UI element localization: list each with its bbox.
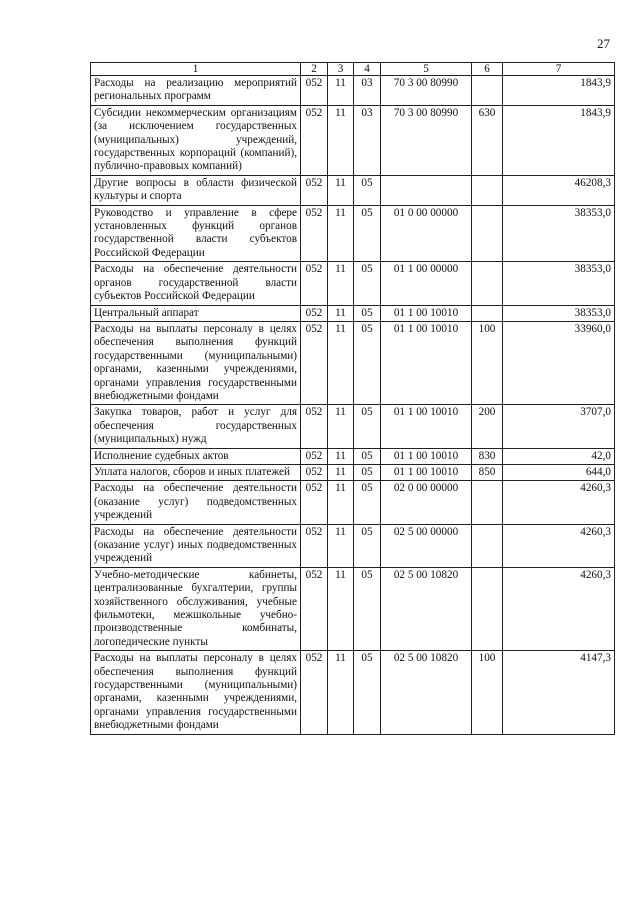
section-code-cell: 11 [328, 464, 354, 480]
column-header: 7 [503, 63, 615, 76]
target-article-cell: 02 5 00 00000 [381, 524, 472, 567]
row-name-cell: Другие вопросы в области физической культуры и спорта [91, 175, 301, 205]
table-row [91, 481, 615, 524]
amount-cell: 4260,3 [503, 481, 615, 524]
table-row [91, 305, 615, 321]
row-name-cell: Субсидии некоммерческим организациям (за исключением государственных (муниципальных) учреждений, государственных корпораций (компаний), публично-правовых компаний) [91, 105, 301, 175]
column-header: 4 [354, 63, 381, 76]
table-row [91, 321, 615, 404]
section-code-cell: 11 [328, 105, 354, 175]
amount-cell: 4260,3 [503, 524, 615, 567]
target-article-cell: 02 0 00 00000 [381, 481, 472, 524]
subsection-code-cell: 05 [354, 448, 381, 464]
expense-type-cell: 630 [472, 105, 503, 175]
amount-cell: 4147,3 [503, 651, 615, 734]
admin-code-cell: 052 [301, 175, 328, 205]
page-number: 27 [597, 36, 610, 51]
expense-type-cell: 200 [472, 405, 503, 448]
amount-cell: 38353,0 [503, 305, 615, 321]
table-row [91, 464, 615, 480]
admin-code-cell: 052 [301, 405, 328, 448]
row-name-cell: Исполнение судебных актов [91, 448, 301, 464]
section-code-cell: 11 [328, 448, 354, 464]
table-row [91, 76, 615, 106]
subsection-code-cell: 05 [354, 175, 381, 205]
row-name-cell: Руководство и управление в сфере установленных функций органов государственной власти субъектов Российской Федерации [91, 205, 301, 262]
expense-type-cell: 100 [472, 651, 503, 734]
column-header: 6 [472, 63, 503, 76]
admin-code-cell: 052 [301, 448, 328, 464]
table-body [91, 76, 615, 735]
subsection-code-cell: 05 [354, 305, 381, 321]
amount-cell: 38353,0 [503, 262, 615, 305]
amount-cell: 1843,9 [503, 76, 615, 106]
expense-type-cell [472, 262, 503, 305]
target-article-cell: 01 1 00 10010 [381, 405, 472, 448]
subsection-code-cell: 05 [354, 405, 381, 448]
subsection-code-cell: 05 [354, 567, 381, 650]
admin-code-cell: 052 [301, 524, 328, 567]
section-code-cell: 11 [328, 405, 354, 448]
admin-code-cell: 052 [301, 567, 328, 650]
target-article-cell: 01 1 00 10010 [381, 321, 472, 404]
admin-code-cell: 052 [301, 76, 328, 106]
admin-code-cell: 052 [301, 305, 328, 321]
section-code-cell: 11 [328, 481, 354, 524]
row-name-cell: Расходы на реализацию мероприятий региональных программ [91, 76, 301, 106]
subsection-code-cell: 03 [354, 105, 381, 175]
table-header-row [91, 63, 615, 76]
expense-type-cell [472, 305, 503, 321]
expense-type-cell [472, 567, 503, 650]
column-header: 3 [328, 63, 354, 76]
row-name-cell: Расходы на обеспечение деятельности органов государственной власти субъектов Российской Федерации [91, 262, 301, 305]
expense-type-cell [472, 76, 503, 106]
subsection-code-cell: 05 [354, 651, 381, 734]
expense-type-cell [472, 524, 503, 567]
target-article-cell: 01 1 00 10010 [381, 305, 472, 321]
row-name-cell: Расходы на выплаты персоналу в целях обеспечения выполнения функций государственными (муниципальными) органами, казенными учреждениями, органами управления государственными внебюджетными фондами [91, 321, 301, 404]
target-article-cell: 70 3 00 80990 [381, 105, 472, 175]
target-article-cell: 02 5 00 10820 [381, 651, 472, 734]
row-name-cell: Закупка товаров, работ и услуг для обеспечения государственных (муниципальных) нужд [91, 405, 301, 448]
table-row [91, 175, 615, 205]
section-code-cell: 11 [328, 651, 354, 734]
subsection-code-cell: 05 [354, 524, 381, 567]
amount-cell: 644,0 [503, 464, 615, 480]
admin-code-cell: 052 [301, 464, 328, 480]
expense-type-cell [472, 481, 503, 524]
expense-type-cell: 100 [472, 321, 503, 404]
amount-cell: 1843,9 [503, 105, 615, 175]
target-article-cell: 01 1 00 00000 [381, 262, 472, 305]
subsection-code-cell: 05 [354, 321, 381, 404]
section-code-cell: 11 [328, 524, 354, 567]
column-header: 2 [301, 63, 328, 76]
section-code-cell: 11 [328, 76, 354, 106]
amount-cell: 38353,0 [503, 205, 615, 262]
amount-cell: 3707,0 [503, 405, 615, 448]
table-row [91, 524, 615, 567]
row-name-cell: Расходы на обеспечение деятельности (оказание услуг) иных подведомственных учреждений [91, 524, 301, 567]
section-code-cell: 11 [328, 567, 354, 650]
table-row [91, 105, 615, 175]
admin-code-cell: 052 [301, 205, 328, 262]
row-name-cell: Расходы на выплаты персоналу в целях обеспечения выполнения функций государственными (муниципальными) органами, казенными учреждениями, органами управления государственными внебюджетными фондами [91, 651, 301, 734]
column-header: 1 [91, 63, 301, 76]
subsection-code-cell: 05 [354, 205, 381, 262]
budget-table [90, 62, 615, 735]
row-name-cell: Центральный аппарат [91, 305, 301, 321]
section-code-cell: 11 [328, 321, 354, 404]
subsection-code-cell: 05 [354, 481, 381, 524]
target-article-cell: 01 1 00 10010 [381, 464, 472, 480]
admin-code-cell: 052 [301, 262, 328, 305]
row-name-cell: Расходы на обеспечение деятельности (оказание услуг) подведомственных учреждений [91, 481, 301, 524]
row-name-cell: Учебно-методические кабинеты, централизованные бухгалтерии, группы хозяйственного обслуживания, учебные фильмотеки, межшкольные учебно-производственные комбинаты, логопедические пункты [91, 567, 301, 650]
target-article-cell: 01 0 00 00000 [381, 205, 472, 262]
admin-code-cell: 052 [301, 481, 328, 524]
section-code-cell: 11 [328, 175, 354, 205]
table-row [91, 448, 615, 464]
subsection-code-cell: 05 [354, 464, 381, 480]
table-row [91, 205, 615, 262]
target-article-cell [381, 175, 472, 205]
expense-type-cell [472, 175, 503, 205]
target-article-cell: 02 5 00 10820 [381, 567, 472, 650]
column-header: 5 [381, 63, 472, 76]
section-code-cell: 11 [328, 305, 354, 321]
amount-cell: 4260,3 [503, 567, 615, 650]
target-article-cell: 01 1 00 10010 [381, 448, 472, 464]
expense-type-cell [472, 205, 503, 262]
admin-code-cell: 052 [301, 321, 328, 404]
expense-type-cell: 850 [472, 464, 503, 480]
expense-type-cell: 830 [472, 448, 503, 464]
amount-cell: 33960,0 [503, 321, 615, 404]
table-row [91, 567, 615, 650]
table-row [91, 651, 615, 734]
table-row [91, 262, 615, 305]
amount-cell: 46208,3 [503, 175, 615, 205]
subsection-code-cell: 05 [354, 262, 381, 305]
admin-code-cell: 052 [301, 651, 328, 734]
subsection-code-cell: 03 [354, 76, 381, 106]
amount-cell: 42,0 [503, 448, 615, 464]
section-code-cell: 11 [328, 262, 354, 305]
table-row [91, 405, 615, 448]
admin-code-cell: 052 [301, 105, 328, 175]
section-code-cell: 11 [328, 205, 354, 262]
target-article-cell: 70 3 00 80990 [381, 76, 472, 106]
row-name-cell: Уплата налогов, сборов и иных платежей [91, 464, 301, 480]
